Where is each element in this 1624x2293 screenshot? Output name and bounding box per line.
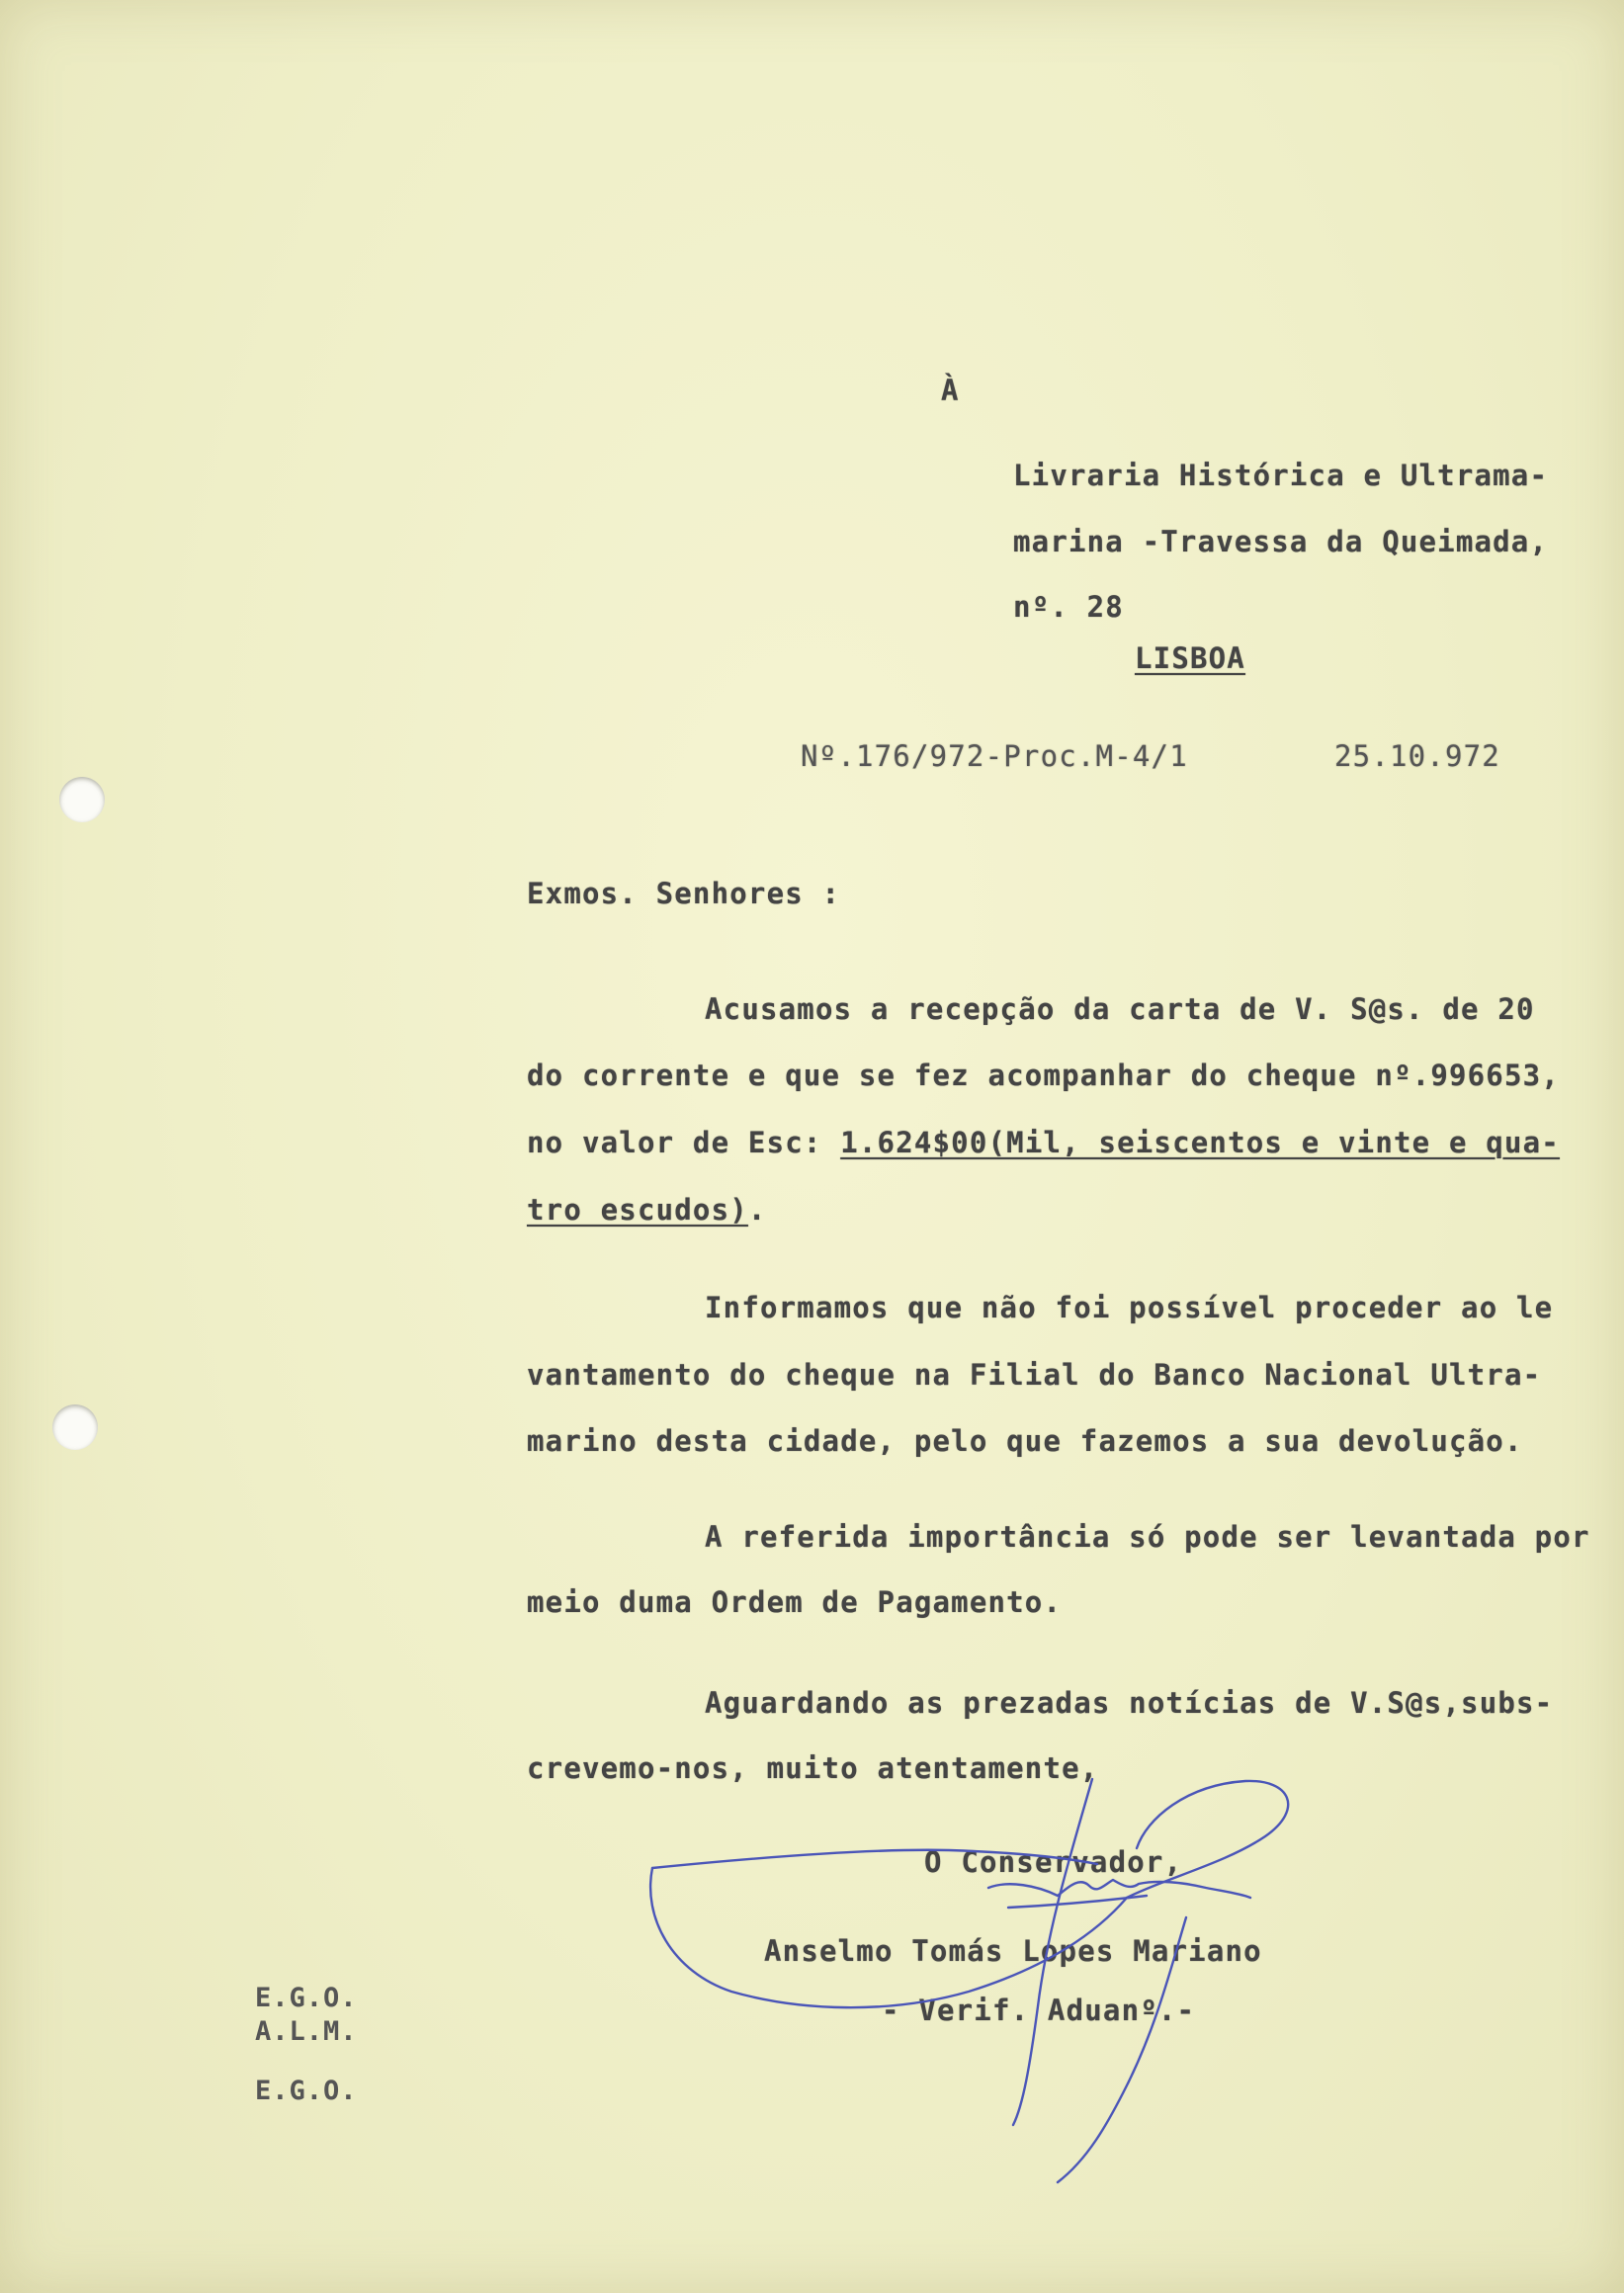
p2-line-3: marino desta cidade, pelo que fazemos a sua devolução. [527,1424,1523,1458]
punch-hole-top [59,777,105,822]
addressee-city: LISBOA [1135,641,1245,675]
addressee-line-3: nº. 28 [1013,590,1124,624]
p3-line-2: meio duma Ordem de Pagamento. [527,1585,1063,1619]
closing-title: O Conservador, [924,1845,1183,1879]
p4-line-2: crevemo-nos, muito atentamente, [527,1751,1099,1785]
addressee-preposition: À [941,374,960,407]
p1-line-3-prefix: no valor de Esc: [527,1126,841,1159]
initials-2: A.L.M. [255,2016,358,2047]
reference-date: 25.10.972 [1334,739,1500,773]
signatory-role: - Verif. Aduanº.- [882,1994,1196,2027]
reference-number: Nº.176/972-Proc.M-4/1 [801,739,1188,773]
p1-line-2: do corrente e que se fez acompanhar do cheque nº.996653, [527,1059,1560,1092]
p2-line-1: Informamos que não foi possível proceder ao le [705,1291,1554,1324]
salutation: Exmos. Senhores : [527,877,841,910]
signatory-name: Anselmo Tomás Lopes Mariano [764,1934,1262,1968]
p3-line-1: A referida importância só pode ser levantada por [705,1520,1590,1554]
p1-line-4-suffix: . [747,1193,767,1227]
initials-1: E.G.O. [255,1983,358,2013]
punch-hole-bottom [52,1404,98,1450]
addressee-line-2: marina -Travessa da Queimada, [1013,525,1549,558]
p4-line-1: Aguardando as prezadas notícias de V.S@s,subs- [705,1686,1554,1720]
initials-3: E.G.O. [255,2076,358,2106]
p1-line-3 [527,1109,1560,1176]
p1-amount: 1.624$00(Mil, seiscentos e vinte e qua- [840,1126,1560,1159]
p1-line-4 [527,1176,767,1243]
p1-line-1: Acusamos a recepção da carta de V. S@s. de 20 [705,992,1535,1026]
p2-line-2: vantamento do cheque na Filial do Banco Nacional Ultra- [527,1358,1542,1392]
addressee-line-1: Livraria Histórica e Ultrama- [1013,459,1549,492]
p1-amount-cont: tro escudos) [527,1193,748,1227]
